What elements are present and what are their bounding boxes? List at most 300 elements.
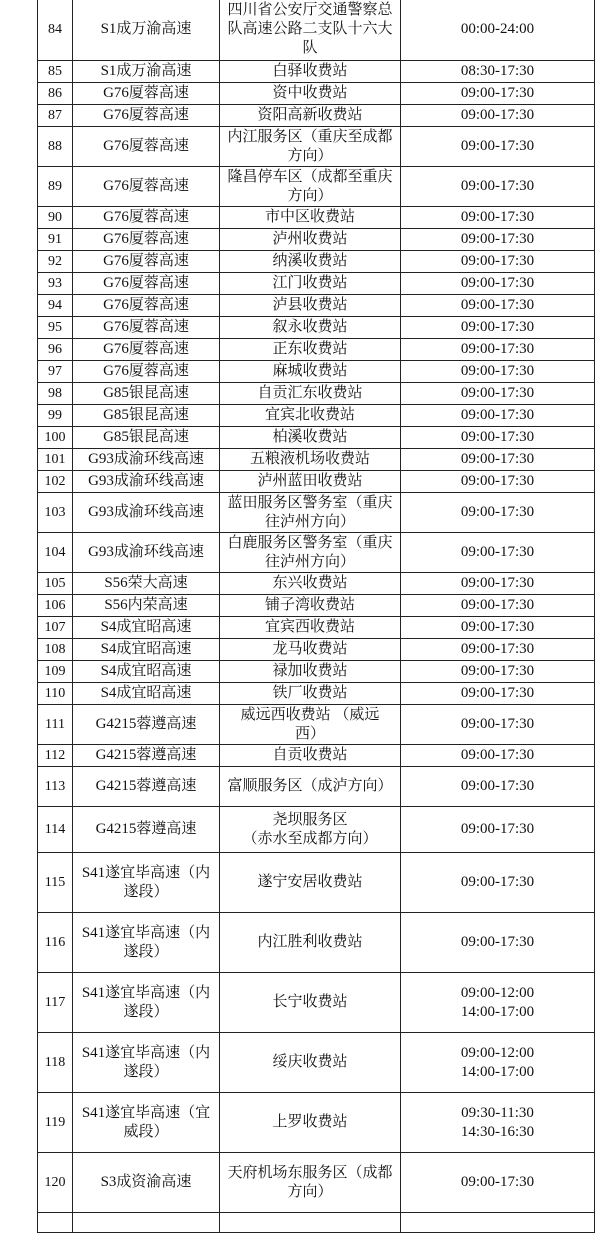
row-number: 87 (38, 105, 73, 127)
road-name-cell (73, 1153, 220, 1213)
location-cell (220, 105, 401, 127)
row-number: 103 (38, 493, 73, 533)
road-name-cell-line: G93成渝环线高速 (88, 544, 204, 560)
table-row (38, 361, 595, 383)
location-cell-line: 往泸州方向） (264, 513, 355, 530)
location-cell (220, 533, 401, 573)
location-cell-line: 绥庆收费站 (272, 1054, 348, 1070)
table-row (38, 427, 595, 449)
table-row (38, 913, 595, 973)
road-name-cell (73, 1033, 220, 1093)
hours-cell (401, 317, 595, 339)
location-cell-line: 方向） (287, 147, 333, 164)
table-row (38, 61, 595, 83)
table-row (38, 683, 595, 705)
road-name-cell (73, 167, 220, 207)
table-row (38, 1213, 595, 1233)
row-number: 109 (38, 661, 73, 683)
row-number: 84 (38, 0, 73, 61)
location-cell-line: 叙永收费站 (272, 319, 348, 335)
location-cell (220, 83, 401, 105)
road-name-cell-line: G76厦蓉高速 (103, 253, 189, 269)
location-cell (220, 853, 401, 913)
location-cell (220, 229, 401, 251)
hours-cell (401, 661, 595, 683)
location-cell (220, 595, 401, 617)
row-number: 99 (38, 405, 73, 427)
hours-cell (401, 767, 595, 807)
hours-cell (401, 639, 595, 661)
location-cell-line: 内江胜利收费站 (257, 934, 363, 950)
table-row (38, 617, 595, 639)
road-name-cell-line: G76厦蓉高速 (103, 341, 189, 357)
location-cell-line: 宜宾西收费站 (264, 619, 355, 635)
location-cell-line: 白鹿服务区警务室（重庆 (227, 534, 393, 551)
hours-cell (401, 105, 595, 127)
hours-cell (401, 383, 595, 405)
row-number: 117 (38, 973, 73, 1033)
location-cell-line: 江门收费站 (272, 275, 348, 291)
hours-cell (401, 683, 595, 705)
road-name-cell (73, 683, 220, 705)
location-cell (220, 449, 401, 471)
road-name-cell-line: S4成宜昭高速 (100, 663, 192, 679)
road-name-cell-line: S56荣大高速 (104, 575, 188, 591)
location-cell (220, 383, 401, 405)
road-name-cell (73, 913, 220, 973)
location-cell (220, 127, 401, 167)
location-cell-line: 往泸州方向） (264, 553, 355, 570)
location-cell (220, 573, 401, 595)
road-name-cell-line: 遂段） (123, 943, 169, 960)
row-number: 115 (38, 853, 73, 913)
road-name-cell-line: G4215蓉遵高速 (95, 716, 197, 732)
road-name-cell-line: 遂段） (123, 1003, 169, 1020)
service-table (37, 0, 595, 1233)
hours-cell (401, 83, 595, 105)
location-cell-line: 五粮液机场收费站 (249, 451, 370, 467)
location-cell-line: 泸州蓝田收费站 (257, 473, 363, 489)
table-row (38, 127, 595, 167)
table-row (38, 207, 595, 229)
location-cell-line: （赤水至成都方向） (242, 830, 378, 847)
road-name-cell (73, 853, 220, 913)
road-name-cell (73, 617, 220, 639)
road-name-cell (73, 449, 220, 471)
road-name-cell-line: 遂段） (123, 1063, 169, 1080)
road-name-cell (73, 595, 220, 617)
location-cell (220, 1033, 401, 1093)
location-cell-line: 天府机场东服务区（成都 (227, 1164, 393, 1181)
hours-cell-line: 09:00-17:30 (460, 385, 535, 401)
hours-cell (401, 913, 595, 973)
road-name-cell-line: S4成宜昭高速 (100, 685, 192, 701)
road-name-cell-line: 威段） (123, 1123, 169, 1140)
row-number: 104 (38, 533, 73, 573)
location-cell (220, 317, 401, 339)
hours-cell (401, 127, 595, 167)
hours-cell (401, 251, 595, 273)
road-name-cell (73, 127, 220, 167)
hours-cell (401, 533, 595, 573)
road-name-cell (73, 0, 220, 61)
row-number: 113 (38, 767, 73, 807)
location-cell-line: 泸州收费站 (272, 231, 348, 247)
hours-cell-line: 14:30-16:30 (460, 1123, 535, 1140)
hours-cell-line: 09:00-17:30 (460, 747, 535, 763)
hours-cell-line: 09:00-17:30 (460, 1174, 535, 1190)
road-name-cell-line: G76厦蓉高速 (103, 209, 189, 225)
row-number: 114 (38, 807, 73, 853)
road-name-cell-line: G76厦蓉高速 (103, 363, 189, 379)
road-name-cell-line: S41遂宜毕高速（内 (81, 984, 211, 1001)
road-name-cell-line: S3成资渝高速 (100, 1174, 192, 1190)
table-row (38, 251, 595, 273)
road-name-cell-line: G85银昆高速 (103, 407, 189, 423)
table-row (38, 0, 595, 61)
road-name-cell (73, 533, 220, 573)
table-body (38, 0, 595, 1233)
hours-cell-line: 09:00-17:30 (460, 821, 535, 837)
road-name-cell (73, 427, 220, 449)
road-name-cell (73, 493, 220, 533)
location-cell-line: 铁厂收费站 (272, 685, 348, 701)
hours-cell (401, 853, 595, 913)
row-number: 94 (38, 295, 73, 317)
row-number: 92 (38, 251, 73, 273)
hours-cell (401, 471, 595, 493)
road-name-cell (73, 1213, 220, 1233)
table-row (38, 449, 595, 471)
road-name-cell (73, 767, 220, 807)
row-number: 102 (38, 471, 73, 493)
road-name-cell (73, 705, 220, 745)
hours-cell-line: 08:30-17:30 (460, 63, 535, 79)
road-name-cell (73, 295, 220, 317)
location-cell-line: 西） (294, 725, 325, 742)
table-row (38, 83, 595, 105)
road-name-cell-line: G93成渝环线高速 (88, 451, 204, 467)
location-cell-line: 富顺服务区（成泸方向） (227, 778, 393, 794)
hours-cell-line: 09:00-17:30 (460, 778, 535, 794)
road-name-cell-line: 遂段） (123, 883, 169, 900)
row-number: 86 (38, 83, 73, 105)
road-name-cell (73, 573, 220, 595)
road-name-cell (73, 471, 220, 493)
table-row (38, 705, 595, 745)
hours-cell-line: 09:00-17:30 (460, 619, 535, 635)
location-cell-line: 资中收费站 (272, 85, 348, 101)
hours-cell-line: 09:00-17:30 (460, 107, 535, 123)
hours-cell (401, 595, 595, 617)
table-row (38, 471, 595, 493)
table-row (38, 767, 595, 807)
location-cell (220, 471, 401, 493)
location-cell (220, 767, 401, 807)
hours-cell-line: 09:00-12:00 (460, 984, 535, 1001)
location-cell (220, 0, 401, 61)
road-name-cell-line: S4成宜昭高速 (100, 619, 192, 635)
row-number: 90 (38, 207, 73, 229)
hours-cell-line: 09:00-12:00 (460, 1044, 535, 1061)
location-cell (220, 427, 401, 449)
location-cell (220, 617, 401, 639)
location-cell-line: 队高速公路二支队十六大 (227, 21, 393, 37)
hours-cell-line: 09:00-17:30 (460, 319, 535, 335)
hours-cell-line: 09:00-17:30 (460, 209, 535, 225)
road-name-cell-line: G76厦蓉高速 (103, 297, 189, 313)
hours-cell (401, 61, 595, 83)
hours-cell (401, 493, 595, 533)
location-cell-line: 柏溪收费站 (272, 429, 348, 445)
hours-cell (401, 427, 595, 449)
hours-cell (401, 705, 595, 745)
hours-cell (401, 405, 595, 427)
location-cell (220, 273, 401, 295)
road-name-cell (73, 383, 220, 405)
location-cell (220, 167, 401, 207)
road-name-cell-line: S56内荣高速 (104, 597, 188, 613)
road-name-cell-line: G93成渝环线高速 (88, 504, 204, 520)
table-row (38, 295, 595, 317)
hours-cell-line: 09:00-17:30 (460, 575, 535, 591)
table-row (38, 405, 595, 427)
road-name-cell-line: S1成万渝高速 (100, 63, 192, 79)
row-number: 85 (38, 61, 73, 83)
road-name-cell (73, 661, 220, 683)
hours-cell (401, 339, 595, 361)
hours-cell-line: 09:00-17:30 (460, 85, 535, 101)
location-cell-line: 白驿收费站 (272, 63, 348, 79)
location-cell-line: 龙马收费站 (272, 641, 348, 657)
location-cell (220, 61, 401, 83)
road-name-cell (73, 229, 220, 251)
road-name-cell (73, 1093, 220, 1153)
table-row (38, 639, 595, 661)
hours-cell-line: 14:00-17:00 (460, 1003, 535, 1020)
road-name-cell (73, 61, 220, 83)
road-name-cell-line: G76厦蓉高速 (103, 107, 189, 123)
table-row (38, 317, 595, 339)
location-cell-line: 铺子湾收费站 (264, 597, 355, 613)
road-name-cell (73, 807, 220, 853)
location-cell (220, 295, 401, 317)
table-row (38, 383, 595, 405)
location-cell (220, 1093, 401, 1153)
row-number: 106 (38, 595, 73, 617)
location-cell (220, 745, 401, 767)
location-cell (220, 251, 401, 273)
road-name-cell-line: G76厦蓉高速 (103, 85, 189, 101)
hours-cell-line: 09:00-17:30 (460, 407, 535, 423)
hours-cell-line: 09:00-17:30 (460, 685, 535, 701)
hours-cell (401, 449, 595, 471)
hours-cell-line: 09:00-17:30 (460, 363, 535, 379)
hours-cell (401, 0, 595, 61)
table-row (38, 229, 595, 251)
road-name-cell-line: G76厦蓉高速 (103, 275, 189, 291)
hours-cell-line: 09:00-17:30 (460, 297, 535, 313)
location-cell (220, 1153, 401, 1213)
hours-cell (401, 361, 595, 383)
location-cell-line: 麻城收费站 (272, 363, 348, 379)
road-name-cell (73, 339, 220, 361)
location-cell (220, 207, 401, 229)
location-cell (220, 683, 401, 705)
road-name-cell (73, 251, 220, 273)
road-name-cell-line: S1成万渝高速 (100, 21, 192, 37)
row-number: 110 (38, 683, 73, 705)
row-number: 120 (38, 1153, 73, 1213)
location-cell (220, 639, 401, 661)
road-name-cell-line: G4215蓉遵高速 (95, 747, 197, 763)
row-number: 108 (38, 639, 73, 661)
table-row (38, 573, 595, 595)
hours-cell (401, 167, 595, 207)
table-row (38, 661, 595, 683)
road-name-cell (73, 639, 220, 661)
location-cell (220, 1213, 401, 1233)
location-cell-line: 自贡汇东收费站 (257, 385, 363, 401)
location-cell-line: 四川省公安厅交通警察总 (227, 2, 393, 18)
location-cell (220, 973, 401, 1033)
row-number: 91 (38, 229, 73, 251)
hours-cell-line: 09:00-17:30 (460, 138, 535, 154)
hours-cell (401, 1093, 595, 1153)
hours-cell-line: 00:00-24:00 (460, 21, 535, 37)
location-cell-line: 宜宾北收费站 (264, 407, 355, 423)
location-cell (220, 807, 401, 853)
hours-cell-line: 09:00-17:30 (460, 641, 535, 657)
row-number: 116 (38, 913, 73, 973)
row-number: 105 (38, 573, 73, 595)
row-number: 101 (38, 449, 73, 471)
road-name-cell-line: G76厦蓉高速 (103, 231, 189, 247)
hours-cell (401, 973, 595, 1033)
location-cell (220, 405, 401, 427)
location-cell-line: 市中区收费站 (264, 209, 355, 225)
table-row (38, 1093, 595, 1153)
hours-cell-line: 09:00-17:30 (460, 451, 535, 467)
table-row (38, 105, 595, 127)
road-name-cell (73, 207, 220, 229)
hours-cell (401, 573, 595, 595)
hours-cell (401, 273, 595, 295)
road-name-cell-line: G4215蓉遵高速 (95, 821, 197, 837)
row-number: 119 (38, 1093, 73, 1153)
row-number: 98 (38, 383, 73, 405)
location-cell (220, 493, 401, 533)
table-row (38, 339, 595, 361)
hours-cell-line: 09:00-17:30 (460, 473, 535, 489)
hours-cell-line: 09:00-17:30 (460, 934, 535, 950)
road-name-cell (73, 273, 220, 295)
location-cell (220, 661, 401, 683)
location-cell-line: 遂宁安居收费站 (257, 874, 363, 890)
hours-cell (401, 229, 595, 251)
location-cell-line: 上罗收费站 (272, 1114, 348, 1130)
location-cell-line: 泸县收费站 (272, 297, 348, 313)
table-row (38, 853, 595, 913)
row-number: 95 (38, 317, 73, 339)
road-name-cell (73, 405, 220, 427)
hours-cell (401, 207, 595, 229)
hours-cell (401, 745, 595, 767)
row-number: 89 (38, 167, 73, 207)
hours-cell-line: 14:00-17:00 (460, 1063, 535, 1080)
hours-cell-line: 09:00-17:30 (460, 716, 535, 732)
row-number: 93 (38, 273, 73, 295)
hours-cell-line: 09:00-17:30 (460, 253, 535, 269)
table-row (38, 1033, 595, 1093)
road-name-cell-line: S41遂宜毕高速（内 (81, 1044, 211, 1061)
hours-cell-line: 09:00-17:30 (460, 275, 535, 291)
hours-cell-line: 09:00-17:30 (460, 231, 535, 247)
table-row (38, 167, 595, 207)
road-name-cell-line: S41遂宜毕高速（宜 (81, 1104, 211, 1121)
table-row (38, 273, 595, 295)
table-row (38, 1153, 595, 1213)
location-cell-line: 正东收费站 (272, 341, 348, 357)
location-cell (220, 361, 401, 383)
road-name-cell-line: S4成宜昭高速 (100, 641, 192, 657)
road-name-cell-line: G4215蓉遵高速 (95, 778, 197, 794)
hours-cell (401, 1033, 595, 1093)
table-row (38, 807, 595, 853)
location-cell-line: 隆昌停车区（成都至重庆 (227, 168, 393, 185)
location-cell-line: 威远西收费站 （威远 (240, 706, 380, 723)
table-row (38, 745, 595, 767)
road-name-cell (73, 361, 220, 383)
road-name-cell-line: S41遂宜毕高速（内 (81, 864, 211, 881)
table-row (38, 595, 595, 617)
road-name-cell-line: G76厦蓉高速 (103, 138, 189, 154)
location-cell-line: 方向） (287, 187, 333, 204)
road-name-cell-line: S41遂宜毕高速（内 (81, 924, 211, 941)
location-cell-line: 禄加收费站 (272, 663, 348, 679)
location-cell-line: 纳溪收费站 (272, 253, 348, 269)
hours-cell-line: 09:00-17:30 (460, 597, 535, 613)
road-name-cell (73, 105, 220, 127)
road-name-cell (73, 83, 220, 105)
road-name-cell-line: G85银昆高速 (103, 429, 189, 445)
hours-cell (401, 807, 595, 853)
hours-cell-line: 09:00-17:30 (460, 504, 535, 520)
row-number: 88 (38, 127, 73, 167)
location-cell-line: 长宁收费站 (272, 994, 348, 1010)
location-cell-line: 队 (302, 40, 318, 56)
location-cell (220, 913, 401, 973)
road-name-cell-line: G93成渝环线高速 (88, 473, 204, 489)
hours-cell-line: 09:00-17:30 (460, 429, 535, 445)
table-row (38, 533, 595, 573)
location-cell-line: 资阳高新收费站 (257, 107, 363, 123)
location-cell-line: 自贡收费站 (272, 747, 348, 763)
hours-cell (401, 1153, 595, 1213)
location-cell-line: 方向） (287, 1183, 333, 1200)
hours-cell-line: 09:00-17:30 (460, 341, 535, 357)
row-number: 107 (38, 617, 73, 639)
road-name-cell (73, 317, 220, 339)
road-name-cell-line: G85银昆高速 (103, 385, 189, 401)
row-number: 100 (38, 427, 73, 449)
location-cell (220, 339, 401, 361)
road-name-cell-line: G76厦蓉高速 (103, 178, 189, 194)
hours-cell-line: 09:30-11:30 (461, 1104, 534, 1121)
road-name-cell (73, 745, 220, 767)
row-number: 97 (38, 361, 73, 383)
road-name-cell-line: G76厦蓉高速 (103, 319, 189, 335)
